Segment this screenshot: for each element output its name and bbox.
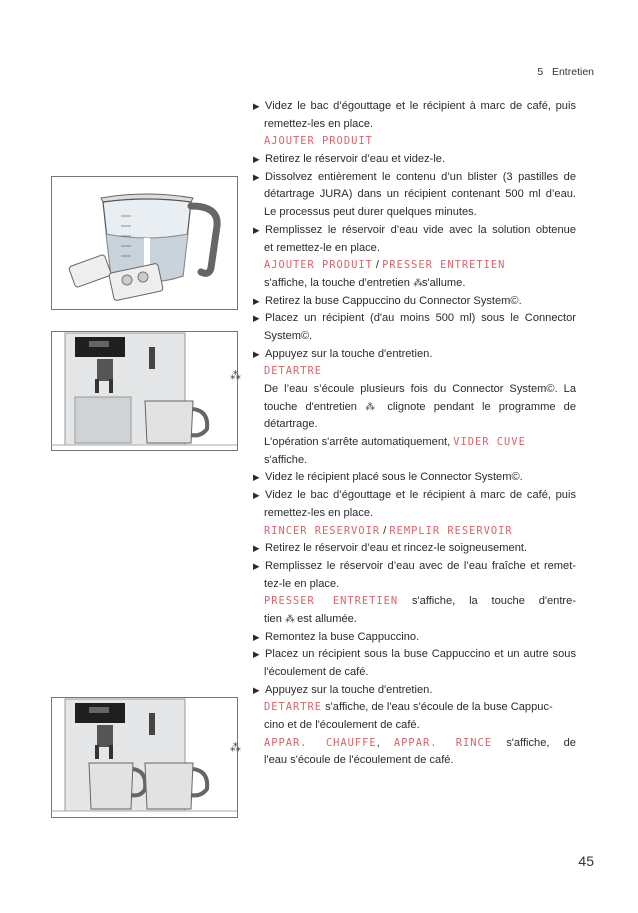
instruction-line: détartrage. <box>264 418 318 431</box>
instructions-body <box>253 98 576 770</box>
maintenance-button-icon: ⁂ <box>230 742 240 754</box>
page-number: 45 <box>578 853 594 869</box>
instruction-line: touche d'entretien ⁂ clignote pendant le programme de <box>264 400 577 413</box>
instruction-line: ▶ Placez un récipient sous la buse Cappuccino et un autre sous <box>253 646 576 664</box>
bullet-icon: ▶ <box>253 313 260 324</box>
bullet-icon: ▶ <box>253 490 260 501</box>
instruction-line: s'affiche. <box>264 453 308 466</box>
illustration-measuring-jug <box>51 176 238 310</box>
illustration-machine-one-container <box>51 331 238 451</box>
bullet-icon: ▶ <box>253 348 260 359</box>
instruction-line: ▶ Dissolvez entièrement le contenu d’un blister (3 pastilles de <box>253 169 576 187</box>
instruction-line: ▶ Appuyez sur la touche d'entretien. <box>253 682 576 700</box>
page-header <box>537 66 594 78</box>
bullet-icon: ▶ <box>253 295 260 306</box>
instruction-line: l'eau s'écoule de l'écoulement de café. <box>264 754 454 767</box>
instruction-line: ▶ Placez un récipient (d'au moins 500 ml) sous le Connector <box>253 310 576 328</box>
instruction-line: System©. <box>264 329 313 342</box>
illustration-machine-two-containers <box>51 697 238 818</box>
display-message: AJOUTER PRODUIT / PRESSER ENTRETIEN <box>264 259 506 272</box>
instruction-line: détartrage JURA) dans un récipient contenant 500 ml d’eau. <box>264 188 576 201</box>
instruction-line: cino et de l'écoulement de café. <box>264 719 420 732</box>
bullet-icon: ▶ <box>253 543 260 554</box>
instruction-line: ▶ Retirez la buse Cappuccino du Connector System©. <box>253 293 576 311</box>
instruction-line: ▶ Retirez le réservoir d’eau et videz-le. <box>253 151 576 169</box>
display-message: RINCER RESERVOIR / REMPLIR RESERVOIR <box>264 524 513 537</box>
maintenance-icon: ⁂ <box>365 401 380 413</box>
instruction-line: Le processus peut durer quelques minutes. <box>264 206 477 219</box>
chapter-number: 5 <box>537 66 544 78</box>
bullet-icon: ▶ <box>253 171 260 182</box>
instruction-line: ▶ Videz le récipient placé sous le Connector System©. <box>253 469 576 487</box>
bullet-icon: ▶ <box>253 472 260 483</box>
maintenance-icon: ⁂ <box>284 613 294 625</box>
bullet-icon: ▶ <box>253 649 260 660</box>
instruction-line: L'opération s'arrête automatiquement, VIDER CUVE <box>264 436 526 449</box>
instruction-line: l'écoulement de café. <box>264 666 369 678</box>
instruction-line: PRESSER ENTRETIEN s'affiche, la touche d'entre- <box>264 595 576 608</box>
bullet-icon: ▶ <box>253 154 260 165</box>
instruction-line: s'affiche, la touche d'entretien ⁂s'allume. <box>264 276 466 289</box>
instruction-line: ▶ Remplissez le réservoir d’eau vide avec la solution obtenue <box>253 222 576 240</box>
instruction-line: ▶ Retirez le réservoir d’eau et rincez-le soigneusement. <box>253 540 576 558</box>
instruction-line: remettez-les en place. <box>264 506 374 519</box>
instruction-line: remettez-les en place. <box>264 117 374 130</box>
instruction-line: DETARTRE s'affiche, de l'eau s'écoule de la buse Cappuc- <box>264 701 553 714</box>
bullet-icon: ▶ <box>253 684 260 695</box>
chapter-title: Entretien <box>551 66 594 78</box>
maintenance-icon: ⁂ <box>412 277 422 289</box>
instruction-line: tien ⁂ est allumée. <box>264 612 357 625</box>
display-message: AJOUTER PRODUIT <box>264 135 373 148</box>
bullet-icon: ▶ <box>253 224 260 235</box>
instruction-line: ▶ Videz le bac d’égouttage et le récipient à marc de café, puis <box>253 98 576 116</box>
instruction-line: De l’eau s’écoule plusieurs fois du Connector System©. La <box>264 383 576 395</box>
instruction-line: APPAR. CHAUFFE, APPAR. RINCE s'affiche, de <box>264 736 576 749</box>
instruction-line: ▶ Remplissez le réservoir d’eau avec de l’eau fraîche et remet- <box>253 558 576 576</box>
bullet-icon: ▶ <box>253 631 260 642</box>
maintenance-button-icon: ⁂ <box>230 370 240 382</box>
instruction-line: ▶ Videz le bac d’égouttage et le récipient à marc de café, puis <box>253 487 576 505</box>
bullet-icon: ▶ <box>253 560 260 571</box>
instruction-line: ▶ Remontez la buse Cappuccino. <box>253 629 576 647</box>
instruction-line: ▶ Appuyez sur la touche d'entretien. <box>253 346 576 364</box>
instruction-line: et remettez-le en place. <box>264 241 380 254</box>
bullet-icon: ▶ <box>253 101 260 111</box>
display-message: DETARTRE <box>264 365 323 378</box>
instruction-line: tez-le en place. <box>264 577 340 590</box>
